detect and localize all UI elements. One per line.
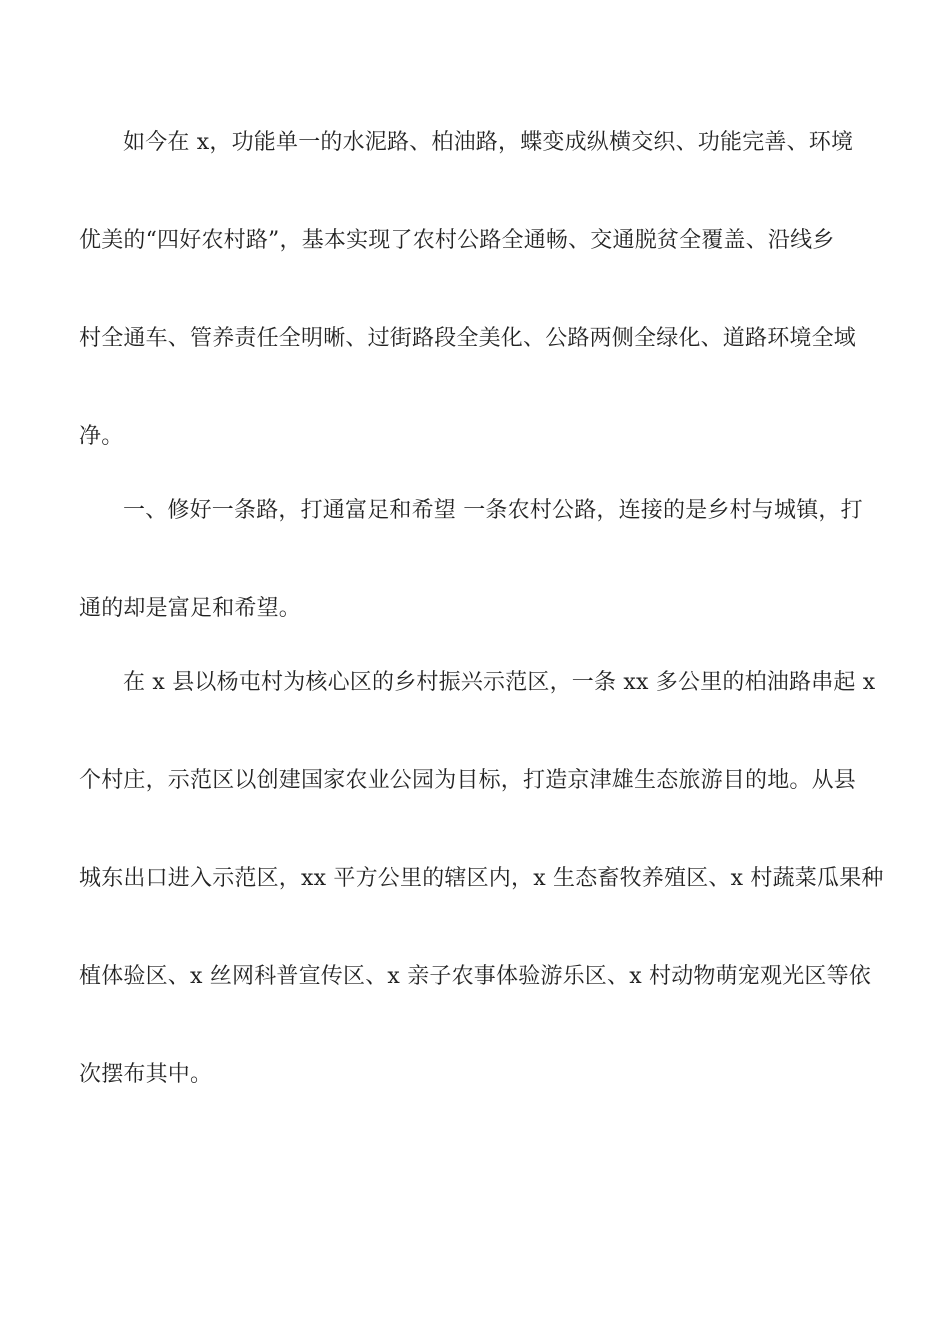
text-line: 村全通车、管养责任全明晰、过街路段全美化、公路两侧全绿化、道路环境全域 [79, 326, 857, 351]
paragraph-1 [79, 94, 874, 486]
text-line: 次摆布其中。 [79, 1062, 213, 1087]
text-line: 在 x 县以杨屯村为核心区的乡村振兴示范区，一条 xx 多公里的柏油路串起 x [123, 670, 876, 695]
paragraph-2 [79, 462, 874, 658]
text-line: 通的却是富足和希望。 [79, 596, 302, 621]
text-line: 个村庄，示范区以创建国家农业公园为目标，打造京津雄生态旅游目的地。从县 [79, 768, 857, 793]
text-line: 城东出口进入示范区，xx 平方公里的辖区内，x 生态畜牧养殖区、x 村蔬菜瓜果种 [79, 866, 884, 891]
paragraph-3 [79, 634, 884, 1124]
text-line: 植体验区、x 丝网科普宣传区、x 亲子农事体验游乐区、x 村动物萌宠观光区等依 [79, 964, 872, 989]
text-line: 如今在 x，功能单一的水泥路、柏油路，蝶变成纵横交织、功能完善、环境 [123, 130, 854, 155]
document-body [79, 128, 884, 1124]
text-line: 一、修好一条路，打通富足和希望 一条农村公路，连接的是乡村与城镇，打 [123, 498, 863, 523]
text-line: 优美的“四好农村路”，基本实现了农村公路全通畅、交通脱贫全覆盖、沿线乡 [79, 228, 835, 253]
text-line: 净。 [79, 424, 124, 449]
